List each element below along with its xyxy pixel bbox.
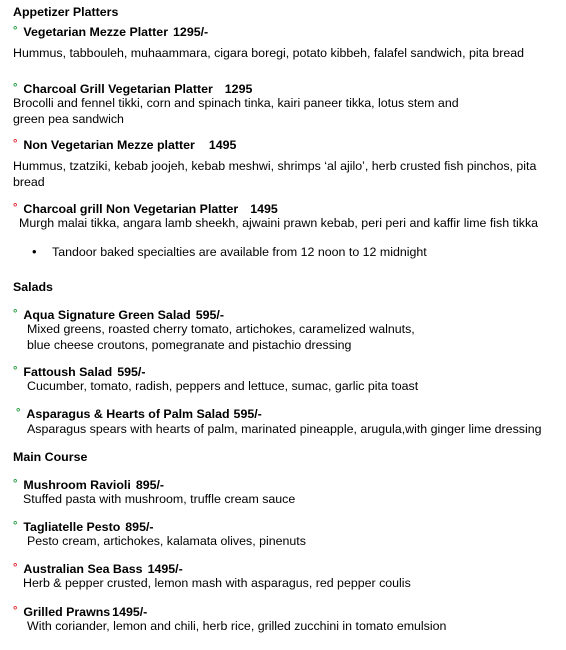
menu-item-description: Asparagus spears with hearts of palm, marinated pineapple, arugula,with ginger lime dressing [27, 422, 542, 436]
menu-item-name: Non Vegetarian Mezze platter [23, 138, 195, 152]
menu-item-title [13, 137, 236, 153]
menu-item-price: 1295/- [173, 25, 209, 39]
section-heading-appetizer-platters: Appetizer Platters [13, 5, 119, 19]
veg-marker-icon: ° [13, 25, 18, 37]
veg-marker-icon: ° [13, 308, 18, 320]
nonveg-marker-icon: ° [13, 202, 18, 214]
availability-note-text: Tandoor baked specialties are available from 12 noon to 12 midnight [52, 245, 427, 259]
bullet-icon: • [32, 244, 37, 259]
menu-item-price: 1495 [250, 202, 278, 216]
menu-item-description: Hummus, tabbouleh, muhaammara, cigara boregi, potato kibbeh, falafel sandwich, pita bread [13, 46, 525, 60]
menu-item-description: Brocolli and fennel tikki, corn and spinach tinka, kairi paneer tikka, lotus stem and green pea sandwich [13, 96, 459, 126]
veg-marker-icon: ° [13, 82, 18, 94]
menu-item-title [13, 24, 208, 40]
menu-item-name: Charcoal grill Non Vegetarian Platter [23, 202, 239, 216]
menu-item-description: Hummus, tzatziki, kebab joojeh, kebab meshwi, shrimps ‘al ajilo’, herb crusted fish pinchos, pita bread [13, 159, 537, 189]
menu-item-price: 1495/- [147, 562, 183, 576]
menu-item-name: Fattoush Salad [23, 365, 113, 379]
nonveg-marker-icon: ° [13, 605, 18, 617]
section-heading-salads: Salads [13, 280, 53, 294]
menu-item-description: Stuffed pasta with mushroom, truffle cream sauce [23, 492, 296, 506]
menu-item-name: Asparagus & Hearts of Palm Salad [26, 407, 230, 421]
nonveg-marker-icon: ° [13, 138, 18, 150]
menu-item-name: Charcoal Grill Vegetarian Platter [23, 82, 213, 96]
veg-marker-icon: ° [13, 520, 18, 532]
menu-item-price: 1495/- [112, 605, 148, 619]
nonveg-marker-icon: ° [13, 562, 18, 574]
menu-item-name: Australian Sea Bass [23, 562, 143, 576]
section-heading-main-course: Main Course [13, 450, 88, 464]
menu-item-name: Vegetarian Mezze Platter [23, 25, 169, 39]
menu-item-description: Murgh malai tikka, angara lamb sheekh, ajwaini prawn kebab, peri peri and kaffir lime fish tikka [19, 216, 539, 230]
menu-item-title [16, 406, 262, 422]
veg-marker-icon: ° [16, 407, 21, 419]
veg-marker-icon: ° [13, 365, 18, 377]
menu-item-price: 895/- [125, 520, 154, 534]
menu-item-description: Cucumber, tomato, radish, peppers and lettuce, sumac, garlic pita toast [27, 379, 419, 393]
availability-note [32, 244, 427, 260]
menu-item-name: Aqua Signature Green Salad [23, 308, 191, 322]
menu-item-description: Pesto cream, artichokes, kalamata olives, pinenuts [27, 534, 306, 548]
menu-item-price: 595/- [233, 407, 262, 421]
menu-item-description: With coriander, lemon and chili, herb rice, grilled zucchini in tomato emulsion [27, 619, 447, 633]
menu-item-price: 1495 [208, 138, 237, 152]
menu-item-price: 895/- [135, 478, 165, 492]
menu-item-description: Herb & pepper crusted, lemon mash with asparagus, red pepper coulis [23, 576, 411, 590]
menu-item-price: 1295 [224, 82, 253, 96]
menu-item-price: 595/- [117, 365, 146, 379]
menu-item-price: 595/- [195, 308, 224, 322]
menu-item-name: Tagliatelle Pesto [23, 520, 121, 534]
veg-marker-icon: ° [13, 478, 18, 490]
menu-item-name: Grilled Prawns [23, 605, 111, 619]
menu-item-description: Mixed greens, roasted cherry tomato, artichokes, caramelized walnuts, blue cheese croutons, pomegranate and pistachio dressing [27, 322, 415, 352]
menu-item-name: Mushroom Ravioli [23, 478, 131, 492]
